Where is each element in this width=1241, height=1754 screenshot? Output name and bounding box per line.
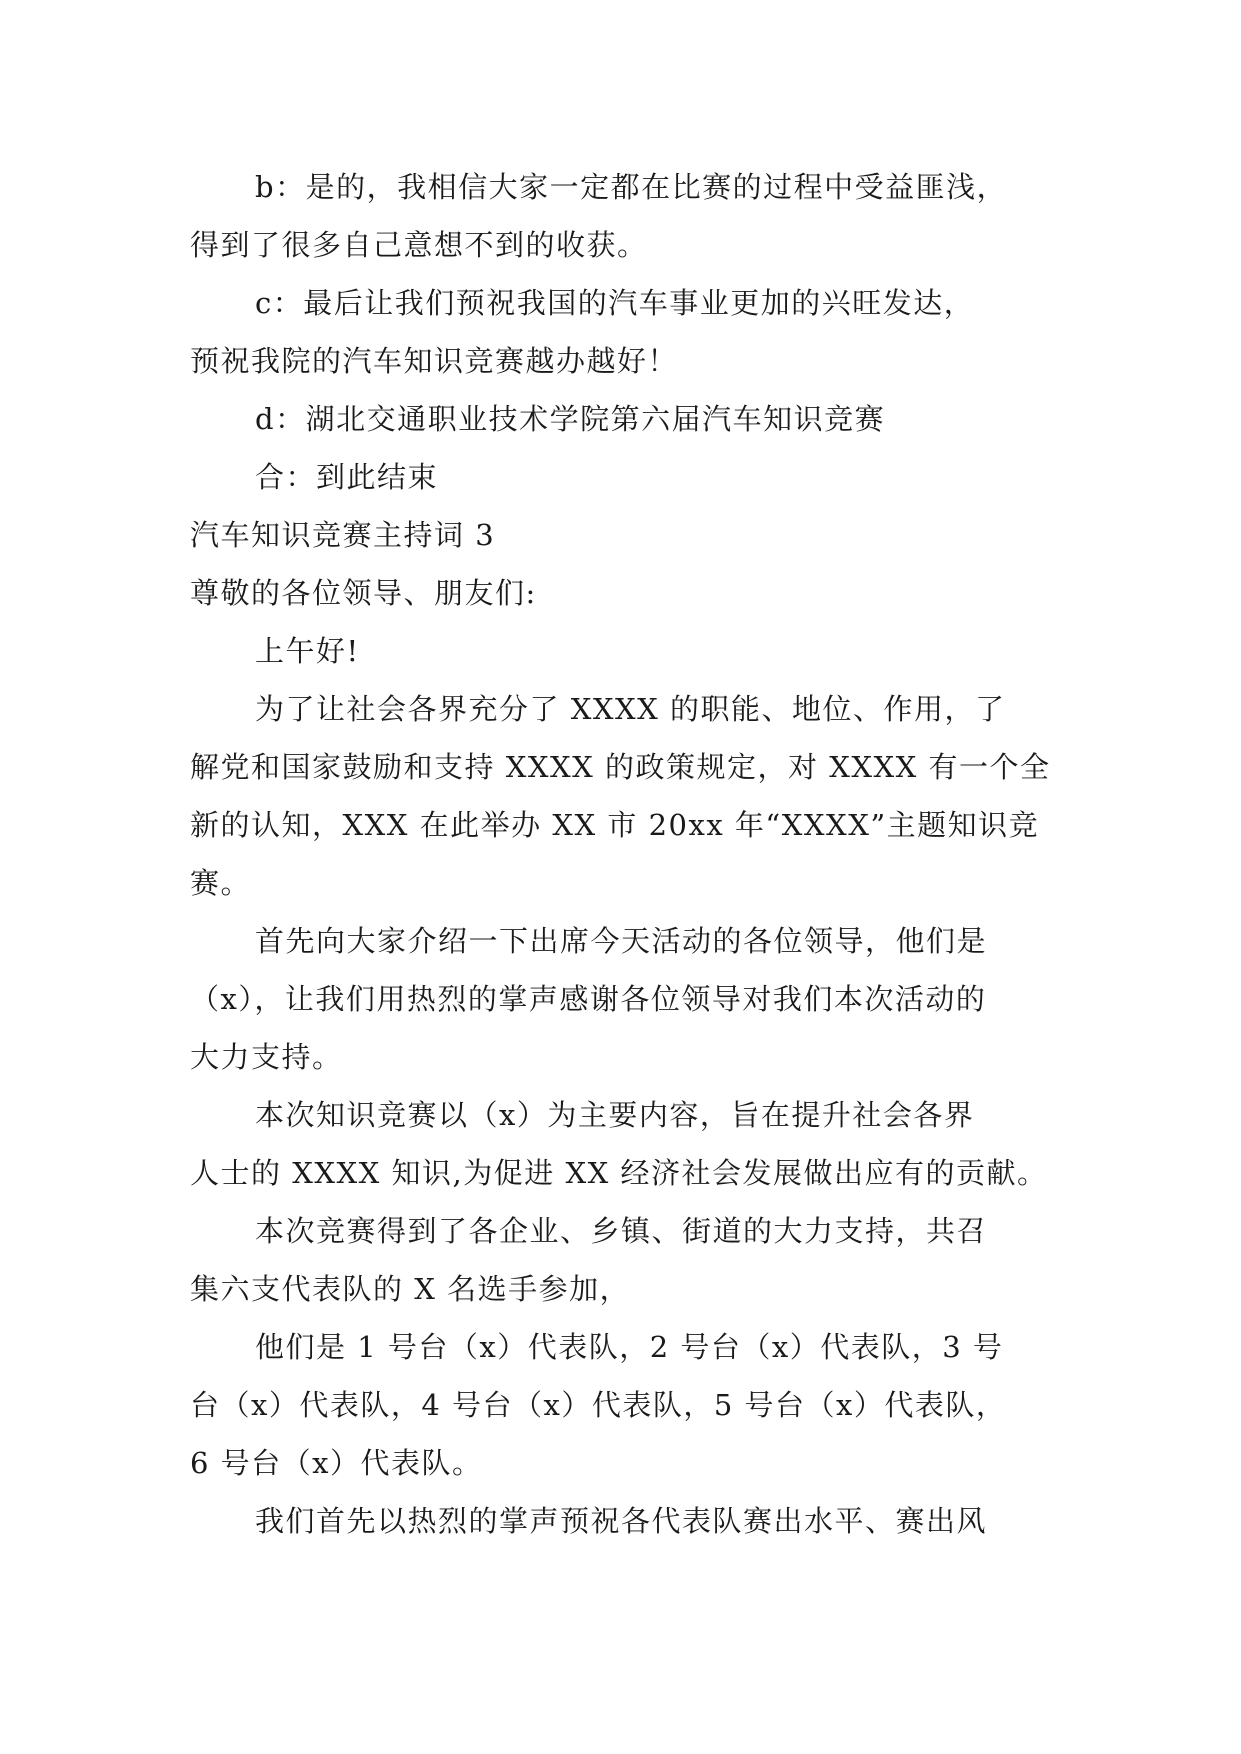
text-line: 解党和国家鼓励和支持 XXXX 的政策规定，对 XXXX 有一个全 — [190, 750, 1051, 784]
document-body — [190, 158, 1050, 1550]
text-line: 尊敬的各位领导、朋友们: — [190, 576, 537, 610]
text-line: 新的认知，XXX 在此举办 XX 市 20xx 年“XXXX”主题知识竞 — [190, 808, 1040, 842]
text-line: 得到了很多自己意想不到的收获。 — [190, 228, 648, 262]
text-line: 6 号台（x）代表队。 — [190, 1446, 483, 1480]
text-line: b：是的，我相信大家一定都在比赛的过程中受益匪浅， — [255, 170, 1008, 204]
text-line: 集六支代表队的 X 名选手参加， — [190, 1272, 631, 1306]
text-line: 汽车知识竞赛主持词 3 — [190, 518, 496, 552]
text-line: 我们首先以热烈的掌声预祝各代表队赛出水平、赛出风 — [255, 1504, 988, 1538]
text-line: 大力支持。 — [190, 1040, 343, 1074]
text-line: 本次竞赛得到了各企业、乡镇、街道的大力支持，共召 — [255, 1214, 988, 1248]
text-line: c：最后让我们预祝我国的汽车事业更加的兴旺发达， — [255, 286, 975, 320]
text-line: d：湖北交通职业技术学院第六届汽车知识竞赛 — [255, 402, 886, 436]
text-line: 预祝我院的汽车知识竞赛越办越好！ — [190, 344, 679, 378]
text-line: 他们是 1 号台（x）代表队，2 号台（x）代表队，3 号 — [255, 1330, 1004, 1364]
text-line: 本次知识竞赛以（x）为主要内容，旨在提升社会各界 — [255, 1098, 975, 1132]
text-line: 合：到此结束 — [255, 460, 439, 494]
text-line: （x），让我们用热烈的掌声感谢各位领导对我们本次活动的 — [190, 982, 987, 1016]
text-line: 台（x）代表队，4 号台（x）代表队，5 号台（x）代表队， — [190, 1388, 1007, 1422]
text-line: 赛。 — [190, 866, 252, 900]
text-line: 为了让社会各界充分了 XXXX 的职能、地位、作用，了 — [255, 692, 1006, 726]
text-line: 人士的 XXXX 知识,为促进 XX 经济社会发展做出应有的贡献。 — [190, 1156, 1048, 1190]
text-line: 上午好! — [255, 634, 360, 668]
text-line: 首先向大家介绍一下出席今天活动的各位领导，他们是 — [255, 924, 988, 958]
